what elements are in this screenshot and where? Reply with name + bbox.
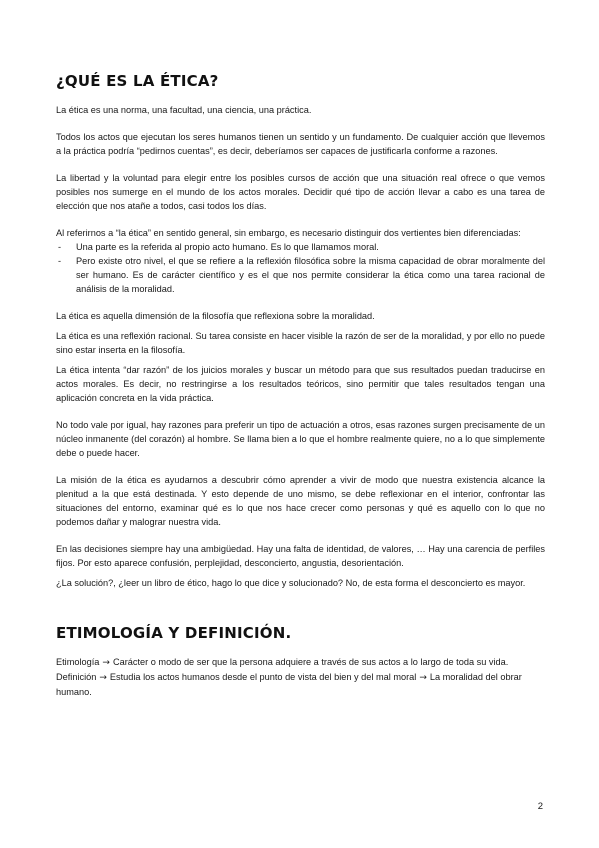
list-item-text: Una parte es la referida al propio acto humano. Es lo que llamamos moral. [76, 242, 379, 252]
paragraph-3: La libertad y la voluntad para elegir entre los posibles cursos de acción que una situación real ofrece o que vemos posibles nos sumerge en el mundo de los actos morales. Decidir qué tipo de acción llevar a cabo es una tarea de elección que nos atañe a todos, casi todos los días. [56, 173, 545, 211]
definition-text-2: La moralidad del obrar humano. [56, 672, 522, 697]
paragraph-11: ¿La solución?, ¿leer un libro de ético, hago lo que dice y solucionado? No, de esta forma el desconcierto es mayor. [56, 578, 526, 588]
definition-line [56, 670, 545, 699]
paragraph-1: La ética es una norma, una facultad, una ciencia, una práctica. [56, 105, 312, 115]
right-arrow-icon: → [99, 673, 107, 683]
definition-text: Estudia los actos humanos desde el punto de vista del bien y del mal moral [109, 672, 417, 682]
paragraph-9: La misión de la ética es ayudarnos a descubrir cómo aprender a vivir de modo que nuestra existencia alcance la plenitud a la que está destinada. Y esto depende de uno mismo, se debe reflexionar en el interior, confrontar las situaciones del entorno, examinar qué es lo que nos hace crecer como personas y qué es aquello con lo que no podemos dañar y malograr nuestra vida. [56, 475, 545, 527]
list-item-text: Pero existe otro nivel, el que se refiere a la reflexión filosófica sobre la misma capacidad de obrar moralmente del ser humano. Es de carácter científico y es el que nos permite considerar la ética como una tarea racional de análisis de la moralidad. [76, 256, 545, 294]
paragraph-6: La ética es una reflexión racional. Su tarea consiste en hacer visible la razón de ser de la moralidad, y por ello no puede sino estar inserta en la filosofía. [56, 331, 545, 355]
etymology-term: Etimología [56, 657, 100, 667]
paragraph-4: Al referirnos a “la ética” en sentido general, sin embargo, es necesario distinguir dos vertientes bien diferenciadas: [56, 228, 521, 238]
paragraph-8: No todo vale por igual, hay razones para preferir un tipo de actuación a otros, esas razones surgen precisamente de un núcleo inmanente (del corazón) al hombre. Se llama bien a lo que el hombre realmente quiere, no a lo que simplemente debe o puede hacer. [56, 420, 545, 458]
page-number: 2 [537, 801, 543, 812]
right-arrow-icon: → [419, 673, 427, 683]
dash-bullet: - [58, 242, 62, 252]
definition-term: Definición [56, 672, 97, 682]
right-arrow-icon: → [102, 658, 110, 668]
page-content [56, 72, 545, 699]
paragraph-10: En las decisiones siempre hay una ambigüedad. Hay una falta de identidad, de valores, … Hay una carencia de perfiles fijos. Por esto aparece confusión, perplejidad, desconcierto, angustia, desorientación. [56, 544, 545, 568]
paragraph-7: La ética intenta “dar razón” de los juicios morales y buscar un método para que sus resultados puedan traducirse en actos morales. Es decir, no restringirse a los resultados teóricos, sino permitir que tales resultados tengan una aplicación concreta en la vida práctica. [56, 365, 545, 403]
dash-bullet: - [58, 256, 62, 266]
vertientes-list [56, 240, 545, 296]
section-title-que-es-la-etica: ¿QUÉ ES LA ÉTICA? [56, 72, 219, 90]
etymology-text: Carácter o modo de ser que la persona adquiere a través de sus actos a lo largo de toda su vida. [112, 657, 509, 667]
etymology-line [56, 655, 545, 670]
list-item [56, 240, 545, 254]
paragraph-5: La ética es aquella dimensión de la filosofía que reflexiona sobre la moralidad. [56, 311, 375, 321]
section-title-etimologia: ETIMOLOGÍA Y DEFINICIÓN. [56, 624, 292, 642]
list-item [56, 254, 545, 296]
paragraph-2: Todos los actos que ejecutan los seres humanos tienen un sentido y un fundamento. De cualquier acción que llevemos a la práctica podría “pedirnos cuentas”, es decir, deberíamos ser capaces de justificarla conforme a razones. [56, 132, 545, 156]
